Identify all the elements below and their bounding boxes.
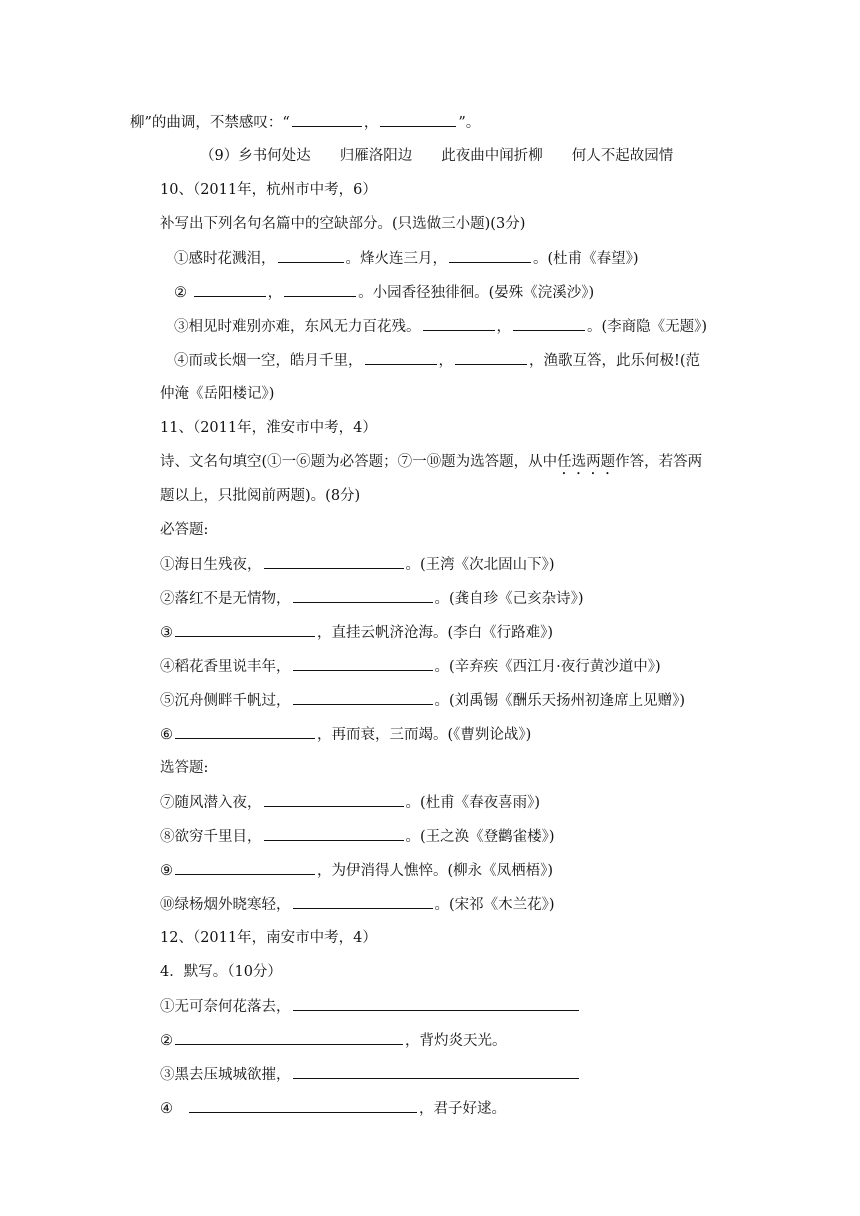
item-prompt: ②落红不是无情物， xyxy=(160,591,291,607)
q10-header: 10、（2011年，杭州市中考，6） xyxy=(160,182,377,198)
text: ， xyxy=(496,319,511,335)
answer-blank[interactable] xyxy=(293,894,433,909)
answer-blank[interactable] xyxy=(175,860,315,875)
fill-item xyxy=(160,1064,581,1085)
text: ， xyxy=(363,115,379,131)
text: 柳”的曲调，不禁感叹：“ xyxy=(130,115,290,131)
required-label: 必答题: xyxy=(160,522,209,538)
answer-blank[interactable] xyxy=(264,826,404,841)
item-source: ，再而衰，三而竭。(《曹刿论战》) xyxy=(317,727,532,743)
item-prompt: ⑥ xyxy=(160,727,173,743)
q10-instruction: 补写出下列名句名篇中的空缺部分。(只选做三小题)(3分) xyxy=(160,216,526,232)
answer-blank[interactable] xyxy=(264,792,404,807)
item-prompt: ⑤沉舟侧畔千帆过， xyxy=(160,693,291,709)
answer-blank[interactable] xyxy=(513,316,585,331)
answer-blank[interactable] xyxy=(293,588,433,603)
fill-item xyxy=(160,894,555,915)
item-prompt: ⑩绿杨烟外晓寒轻， xyxy=(160,897,291,913)
text: ③相见时难别亦难，东风无力百花残。 xyxy=(174,319,421,335)
answer-blank[interactable] xyxy=(194,282,266,297)
q10-item-4-cont: 仲淹《岳阳楼记》) xyxy=(160,386,275,402)
answer-blank[interactable] xyxy=(292,112,362,127)
item-prompt: ② xyxy=(160,1033,173,1049)
text: 作答，若答两 xyxy=(615,454,703,470)
item-source: 。(杜甫《春夜喜雨》) xyxy=(405,795,541,811)
item-prompt: ③ xyxy=(160,625,173,641)
item-source: ，为伊消得人憔悴。(柳永《凤栖梧》) xyxy=(317,863,554,879)
answer-blank[interactable] xyxy=(293,690,433,705)
item-prompt: ⑦随风潜入夜， xyxy=(160,795,262,811)
item-source: 。(龚自珍《己亥杂诗》) xyxy=(434,591,584,607)
emphasis-text: 任选两题 xyxy=(557,454,616,470)
text: 。(李商隐《无题》) xyxy=(587,319,708,335)
item-source: 。(辛弃疾《西江月·夜行黄沙道中》) xyxy=(434,659,661,675)
q10-item-2 xyxy=(174,282,594,303)
item-source: ，背灼炎天光。 xyxy=(405,1033,507,1049)
answer-blank[interactable] xyxy=(293,1064,579,1079)
fill-item xyxy=(160,554,555,575)
item-prompt: ④ xyxy=(160,1101,173,1117)
fill-item xyxy=(160,996,581,1017)
fill-item xyxy=(160,588,584,609)
answer-blank[interactable] xyxy=(278,248,344,263)
answer-blank[interactable] xyxy=(449,248,531,263)
fill-item xyxy=(160,724,531,745)
fill-item xyxy=(160,826,555,847)
q11-instruction xyxy=(160,452,702,478)
q11-instruction-cont: 题以上，只批阅前两题)。(8分) xyxy=(160,488,361,504)
answer-blank[interactable] xyxy=(284,282,356,297)
item-source: ，直挂云帆济沧海。(李白《行路难》) xyxy=(317,625,554,641)
answer-blank[interactable] xyxy=(175,622,315,637)
text: ， xyxy=(267,285,283,301)
answer-blank[interactable] xyxy=(455,350,527,365)
item-source: 。(王之涣《登鹳雀楼》) xyxy=(405,829,555,845)
answer-blank[interactable] xyxy=(293,996,579,1011)
q10-item-3 xyxy=(174,316,707,337)
answer-blank[interactable] xyxy=(175,724,315,739)
item-prompt: ⑧欲穷千里目， xyxy=(160,829,262,845)
item-source: ，君子好逑。 xyxy=(419,1101,506,1117)
answer-blank[interactable] xyxy=(423,316,495,331)
optional-label: 选答题: xyxy=(160,760,209,776)
text: ② xyxy=(174,285,187,301)
item-prompt: ①海日生残夜， xyxy=(160,557,262,573)
fill-item xyxy=(160,792,540,813)
item-source: 。(刘禹锡《酬乐天扬州初逢席上见赠》) xyxy=(434,693,686,709)
fill-item xyxy=(160,656,661,677)
answer-blank[interactable] xyxy=(264,554,404,569)
item-prompt: ④稻花香里说丰年， xyxy=(160,659,291,675)
q10-item-4 xyxy=(174,350,700,371)
fill-item xyxy=(160,860,553,881)
text: ， xyxy=(438,353,453,369)
answer-blank[interactable] xyxy=(189,1098,417,1113)
text: 。烽火连三月， xyxy=(345,251,447,267)
answer-blank[interactable] xyxy=(175,1030,403,1045)
fill-item xyxy=(160,690,685,711)
fill-item xyxy=(160,1030,507,1051)
answer-blank[interactable] xyxy=(365,350,437,365)
text: 诗、文名句填空(①一⑥题为必答题；⑦一⑩题为选答题，从中 xyxy=(160,454,558,470)
text: ④而或长烟一空，皓月千里， xyxy=(174,353,363,369)
fill-item xyxy=(160,622,553,643)
text: ”。 xyxy=(458,115,481,131)
text: ，渔歌互答，此乐何极!(范 xyxy=(529,353,700,369)
answer-9: （9）乡书何处达 归雁洛阳边 此夜曲中闻折柳 何人不起故园情 xyxy=(200,148,674,164)
item-source: 。(宋祁《木兰花》) xyxy=(434,897,555,913)
text: 。小园香径独徘徊。(晏殊《浣溪沙》) xyxy=(358,285,595,301)
item-prompt: ①无可奈何花落去， xyxy=(160,999,291,1015)
item-prompt: ③黑去压城城欲摧， xyxy=(160,1067,291,1083)
text: 。(杜甫《春望》) xyxy=(533,251,639,267)
fill-item xyxy=(160,1098,506,1119)
text: ①感时花溅泪， xyxy=(174,251,276,267)
q8-tail-line xyxy=(130,112,480,133)
item-prompt: ⑨ xyxy=(160,863,173,879)
q12-header: 12、（2011年，南安市中考，4） xyxy=(160,930,377,946)
item-source: 。(王湾《次北固山下》) xyxy=(405,557,555,573)
answer-blank[interactable] xyxy=(380,112,456,127)
q10-item-1 xyxy=(174,248,639,269)
q12-instruction: 4．默写。（10分） xyxy=(160,964,282,980)
answer-blank[interactable] xyxy=(293,656,433,671)
q11-header: 11、（2011年，淮安市中考，4） xyxy=(160,420,377,436)
